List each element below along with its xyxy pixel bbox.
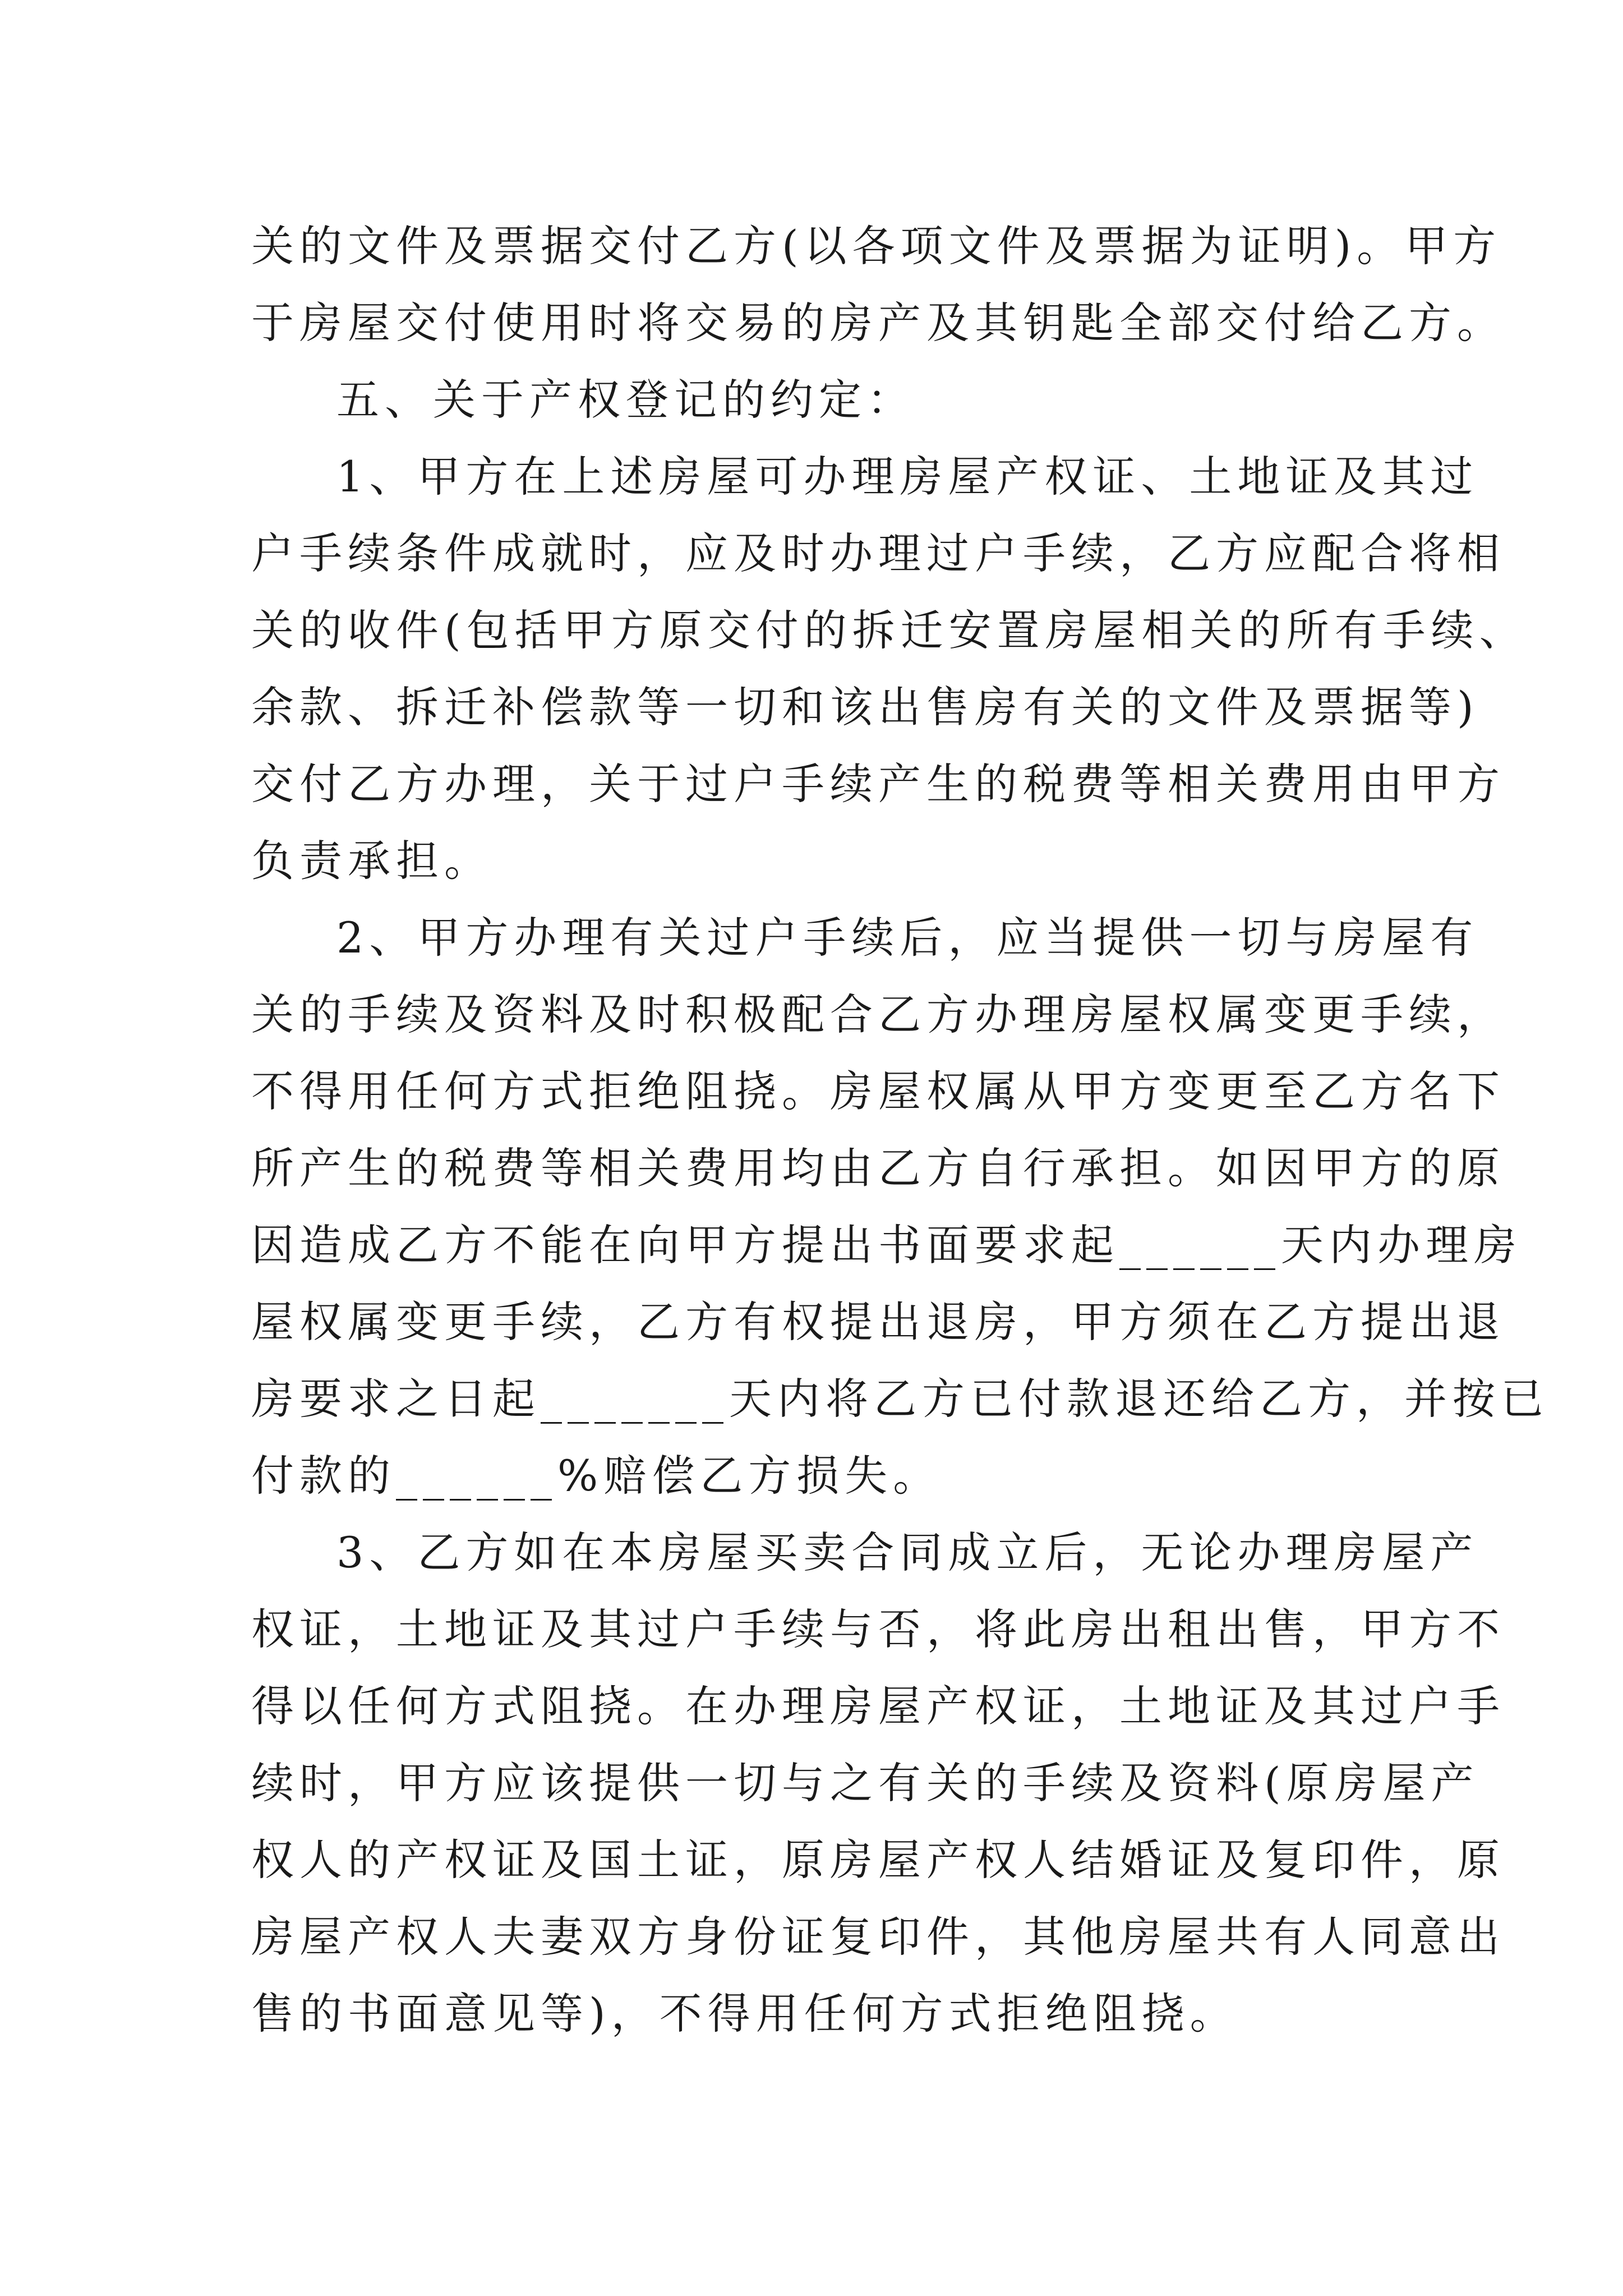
text-line: 因造成乙方不能在向甲方提出书面要求起______天内办理房	[251, 1220, 1522, 1270]
section-heading: 五、关于产权登记的约定：	[336, 375, 915, 425]
text-line: 所产生的税费等相关费用均由乙方自行承担。如因甲方的原	[251, 1143, 1505, 1193]
text-line: 户手续条件成就时，应及时办理过户手续，乙方应配合将相	[251, 528, 1505, 578]
text-line: 交付乙方办理，关于过户手续产生的税费等相关费用由甲方	[251, 759, 1505, 809]
text-line: 房要求之日起_______天内将乙方已付款退还给乙方，并按已	[251, 1374, 1549, 1424]
text-line: 关的手续及资料及时积极配合乙方办理房屋权属变更手续，	[251, 990, 1505, 1039]
text-line: 付款的______%赔偿乙方损失。	[251, 1451, 942, 1501]
text-line: 于房屋交付使用时将交易的房产及其钥匙全部交付给乙方。	[251, 298, 1505, 348]
clause-3-start: 3、乙方如在本房屋买卖合同成立后，无论办理房屋产	[336, 1527, 1479, 1577]
text-line: 屋权属变更手续，乙方有权提出退房，甲方须在乙方提出退	[251, 1297, 1505, 1347]
clause-2-start: 2、甲方办理有关过户手续后，应当提供一切与房屋有	[336, 913, 1479, 963]
text-line: 权证，土地证及其过户手续与否，将此房出租出售，甲方不	[251, 1604, 1505, 1654]
text-line: 权人的产权证及国土证，原房屋产权人结婚证及复印件，原	[251, 1835, 1505, 1885]
clause-1-start: 1、甲方在上述房屋可办理房屋产权证、土地证及其过	[336, 452, 1479, 501]
text-line: 房屋产权人夫妻双方身份证复印件，其他房屋共有人同意出	[251, 1912, 1505, 1962]
text-line: 余款、拆迁补偿款等一切和该出售房有关的文件及票据等)	[251, 682, 1479, 732]
text-line: 续时，甲方应该提供一切与之有关的手续及资料(原房屋产	[251, 1758, 1479, 1808]
text-line: 不得用任何方式拒绝阻挠。房屋权属从甲方变更至乙方名下	[251, 1066, 1505, 1116]
text-line: 关的收件(包括甲方原交付的拆迁安置房屋相关的所有手续、	[251, 605, 1528, 655]
text-line: 关的文件及票据交付乙方(以各项文件及票据为证明)。甲方	[251, 221, 1502, 271]
document-body	[251, 208, 1549, 2052]
text-line: 负责承担。	[251, 836, 492, 886]
text-line: 得以任何方式阻挠。在办理房屋产权证，土地证及其过户手	[251, 1681, 1505, 1731]
text-line: 售的书面意见等)，不得用任何方式拒绝阻挠。	[251, 1989, 1238, 2039]
